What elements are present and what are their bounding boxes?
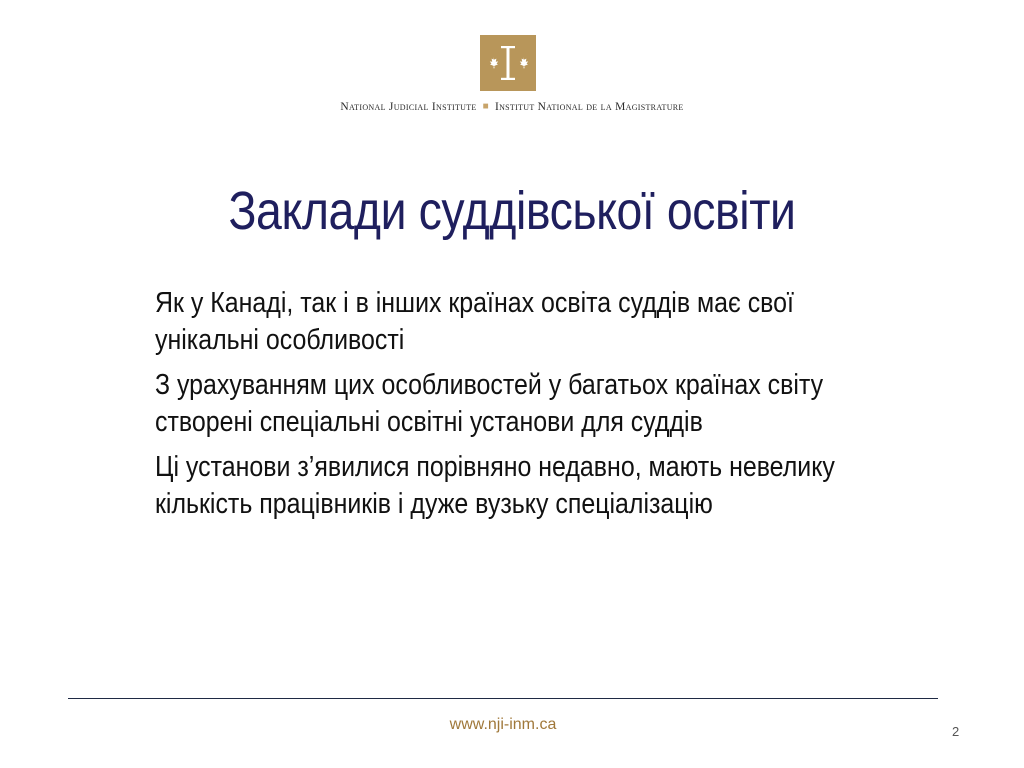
slide-body <box>155 285 875 531</box>
body-paragraph: Як у Канаді, так і в інших країнах освіта суддів має свої унікальні особливості <box>155 287 794 356</box>
body-paragraph: З урахуванням цих особливостей у багатьох країнах світу створені спеціальні освітні установи для суддів <box>155 369 824 438</box>
org-name-english: National Judicial Institute <box>340 101 477 113</box>
footer-divider <box>68 698 938 699</box>
nji-maple-leaf-logo-icon <box>480 35 536 91</box>
slide-title: Заклади суддівської освіти <box>228 181 796 241</box>
footer-website-link[interactable]: www.nji-inm.ca <box>449 716 557 733</box>
separator-square-icon: ■ <box>482 101 489 112</box>
org-name-french: Institut National de la Magistrature <box>494 101 684 113</box>
page-number: 2 <box>952 724 960 739</box>
organization-name-line <box>0 101 1024 113</box>
body-paragraph: Ці установи з’явилися порівняно недавно, мають невелику кількість працівників і дуже вузьку спеціалізацію <box>155 451 835 520</box>
